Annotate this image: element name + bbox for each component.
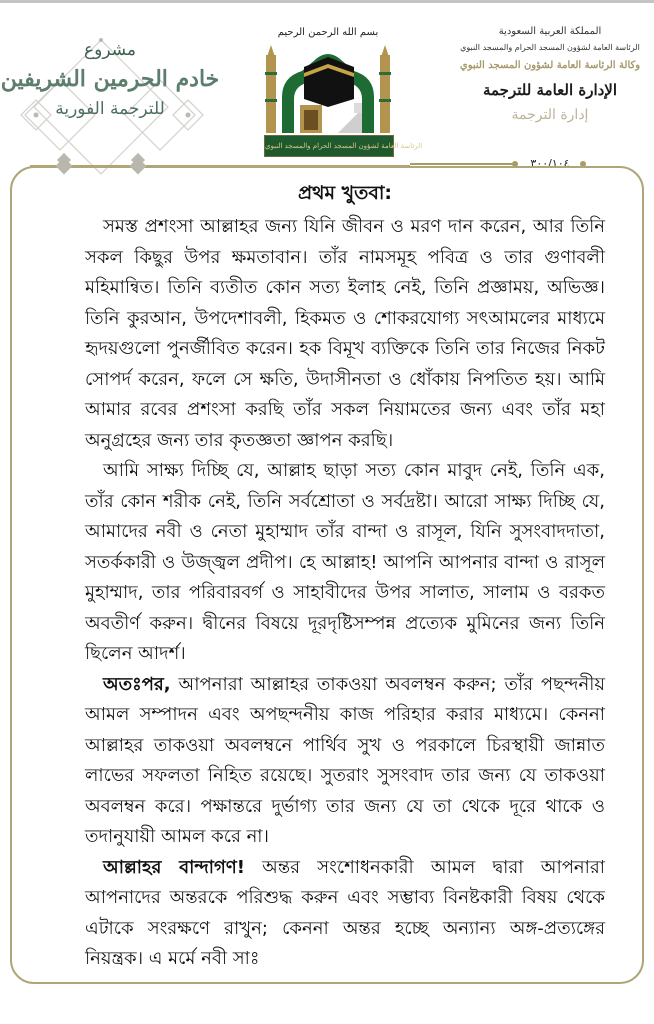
right-minaret-icon [379,45,391,133]
sermon-title: প্রথম খুতবা: [297,182,393,204]
sermon-content [85,180,605,975]
presidency-line: الرئاسة العامة لشؤون المسجد الحرام والمسجد النبوي [460,43,640,52]
paragraph-lead: অতঃপর, [103,673,171,695]
frame-top-border [30,165,410,167]
left-minaret-icon [265,45,277,133]
paragraph-text: আমি সাক্ষ্য দিচ্ছি যে, আল্লাহ ছাড়া সত্য কোন মাবুদ নেই, তিনি এক, তাঁর কোন শরীক নেই, তিনি সর্বশ্রোতা ও সর্বদ্রষ্টা। আরো সাক্ষ্য দিচ্ছি যে, আমাদের নবী ও নেতা মুহাম্মাদ তাঁর বান্দা ও রাসূল, যিনি সুসংবাদদাতা, সতর্ককারী ও উজ্জ্বল প্রদীপ। হে আল্লাহ! আপনি আপনার বান্দা ও রাসূল মুহাম্মাদ, তার পরিবারবর্গ ও সাহাবীদের উপর সালাত, সালাম ও বরকত অবতীর্ণ করুন। দ্বীনের বিষয়ে দূরদৃষ্টিসম্পন্ন প্রত্যেক মুমিনের জন্য তিনি ছিলেন আদর্শ। [85,460,605,664]
logo-text-stack [0,38,220,122]
logo-text-project: مشروع [83,40,136,60]
agency-letterhead-text [448,24,652,156]
agency-line: وكالة الرئاسة العامة لشؤون المسجد النبوي [459,60,641,71]
paragraph-text: অন্তর সংশোধনকারী আমল দ্বারা আপনারা আপনাদের অন্তরকে পরিশুদ্ধ করুন এবং সম্ভাব্য বিনষ্টকারী বিষয় থেকে এটাকে সংরক্ষণে রাখুন; কেননা অন্তর হচ্ছে অন্যান্য অঙ্গ-প্রত্যঙ্গের নিয়ন্ত্রক। এ মর্মে নবী সাঃ [85,856,605,969]
paragraph-lead: আল্লাহর বান্দাগণ! [103,856,245,878]
presidency-emblem [258,25,423,157]
paragraph [85,853,605,975]
divider [410,163,514,165]
paragraph-text: আপনারা আল্লাহর তাকওয়া অবলম্বন করুন; তাঁর পছন্দনীয় আমল সম্পাদন এবং অপছন্দনীয় কাজ পরিহার করার মাধ্যমে। কেননা আল্লাহর তাকওয়া অবলম্বনে পার্থিব সুখ ও পরকালে চিরস্থায়ী জান্নাত লাভের সফলতা নিহিত রয়েছে। সুতরাং সুসংবাদ তার জন্য যে তাকওয়া অবলম্বন করে। পক্ষান্তরে দুর্ভাগ্য তার জন্য যে তা থেকে দূরে থাকে ও তদানুযায়ী আমল করে না। [85,673,605,847]
paragraph [85,212,605,456]
translation-project-logo [0,30,220,165]
kingdom-line: المملكة العربية السعودية [498,26,602,37]
reference-number: ٣٠٠/١٠٤ [530,157,570,170]
logo-text-translation: للترجمة الفورية [55,99,165,119]
basmala-text: بسم الله الرحمن الرحيم [277,27,379,38]
paragraph-text: সমস্ত প্রশংসা আল্লাহর জন্য যিনি জীবন ও মরণ দান করেন, আর তিনি সকল কিছুর উপর ক্ষমতাবান। তাঁর নামসমূহ পবিত্র ও তার গুণাবলী মহিমান্বিত। তিনি ব্যতীত কোন সত্য ইলাহ নেই, তিনি প্রজ্ঞাময়, অভিজ্ঞ। তিনি কুরআন, উপদেশাবলী, হিকমত ও শোকরযোগ্য সৎআমলের মাধ্যমে হৃদয়গুলো পুনর্জীবিত করেন। হক বিমূখ ব্যক্তিকে তিনি তার নিজের নিকট সোপর্দ করেন, ফলে সে ক্ষতি, উদাসীনতা ও ধোঁকায় নিপতিত হয়। আমি আমার রবের প্রশংসা করছি তাঁর সকল নিয়ামতের জন্য এবং তাঁর মহা অনুগ্রহের জন্য তার কৃতজ্ঞতা জ্ঞাপন করছি। [85,216,605,451]
emblem-banner-text: الرئاسة العامة لشؤون المسجد الحرام والمسجد النبوي [264,135,394,157]
paragraph [85,670,605,853]
kaaba-emblem-icon [258,25,398,135]
letterhead [0,0,654,175]
paragraph [85,456,605,670]
translation-department-line: إدارة الترجمة [511,107,589,123]
logo-text-custodian: خادم الحرمين الشريفين [0,66,220,92]
general-administration-line: الإدارة العامة للترجمة [482,81,618,99]
